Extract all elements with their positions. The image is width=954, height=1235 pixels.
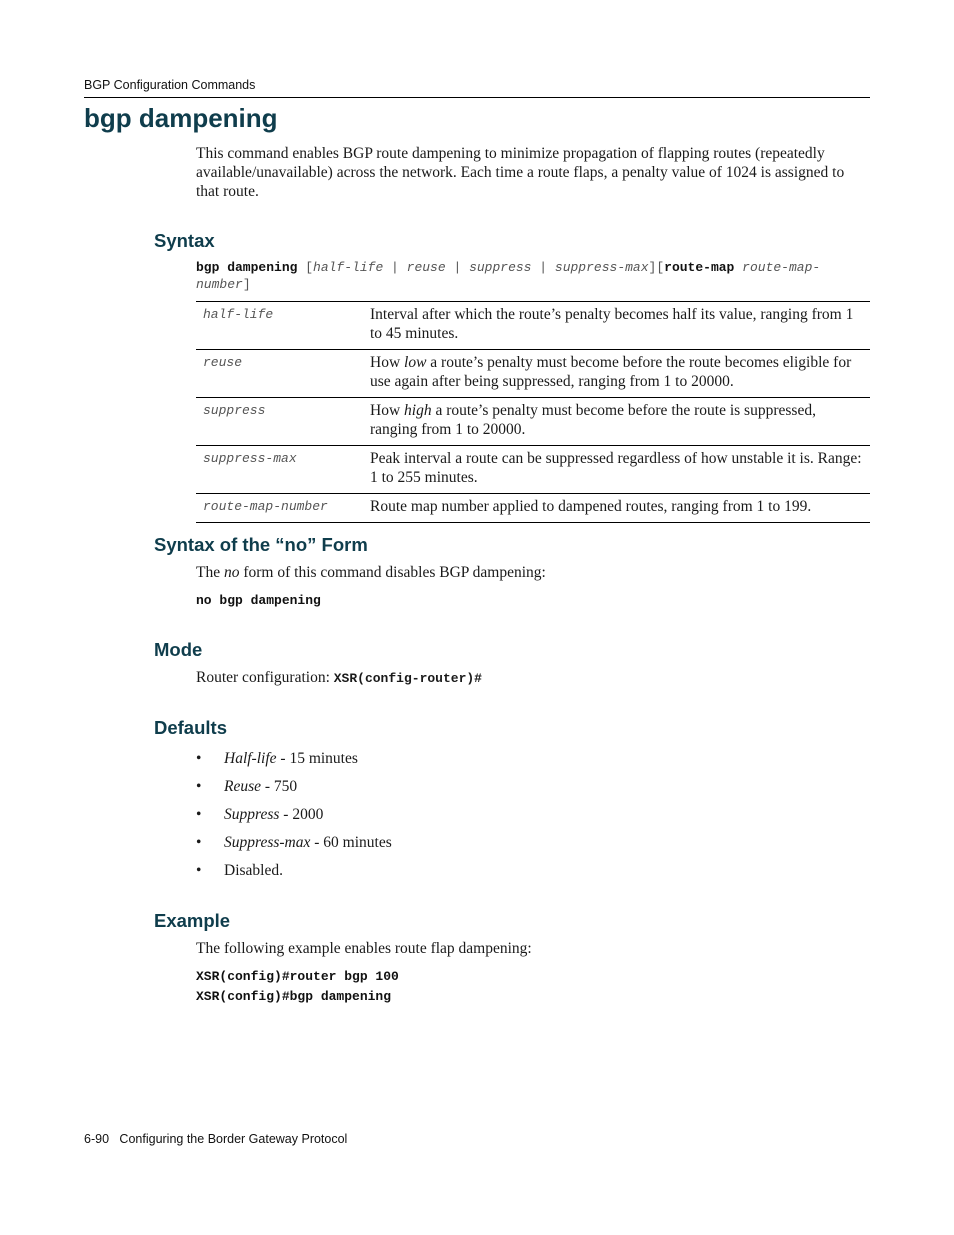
bullet: • — [196, 862, 202, 879]
list-item — [196, 777, 392, 805]
param-name: half-life — [196, 302, 363, 350]
default-value: - 15 minutes — [276, 750, 358, 767]
syntax-param-half-life: half-life — [313, 260, 384, 275]
bullet: • — [196, 806, 202, 823]
no-form-command: no bgp dampening — [196, 593, 321, 608]
desc-text: How — [370, 354, 405, 371]
syntax-param-reuse: reuse — [406, 260, 446, 275]
syntax-param-route-map-number-cont: number — [196, 277, 243, 292]
defaults-list — [196, 749, 392, 889]
syntax-separator: | — [383, 260, 407, 275]
example-code-line: XSR(config)#router bgp 100 — [196, 969, 399, 984]
list-item — [196, 749, 392, 777]
syntax-line — [196, 259, 870, 293]
desc-emphasis: low — [404, 354, 427, 371]
syntax-command: bgp dampening — [196, 260, 298, 275]
example-heading: Example — [154, 910, 231, 931]
param-description: Peak interval a route can be suppressed regardless of how unstable it is. Range: 1 to 255 minutes. — [363, 446, 870, 494]
table-row — [196, 350, 870, 398]
default-param: Suppress — [224, 806, 280, 823]
header-rule — [84, 97, 870, 98]
example-text: The following example enables route flap dampening: — [196, 940, 532, 957]
syntax-param-route-map-number: route-map- — [734, 260, 821, 275]
desc-text: How — [370, 402, 405, 419]
default-value: - 2000 — [279, 806, 324, 823]
bullet: • — [196, 834, 202, 851]
param-name: reuse — [196, 350, 363, 398]
bullet: • — [196, 750, 202, 767]
mode-prompt: XSR(config-router)# — [333, 671, 482, 686]
syntax-param-suppress: suppress — [469, 260, 532, 275]
syntax-param-suppress-max: suppress-max — [554, 260, 649, 275]
no-form-emphasis: no — [223, 564, 240, 581]
list-item — [196, 833, 392, 861]
parameter-table — [196, 301, 870, 523]
syntax-separator: | — [445, 260, 470, 275]
mode-label: Router configuration: — [196, 669, 334, 686]
syntax-close-bracket: ] — [242, 277, 251, 292]
syntax-keyword-route-map: route-map — [664, 260, 735, 275]
table-row — [196, 494, 870, 523]
desc-emphasis: high — [404, 402, 432, 419]
no-form-text-pre: The — [196, 564, 224, 581]
table-row — [196, 446, 870, 494]
param-description: Interval after which the route’s penalty becomes half its value, ranging from 1 to 45 minutes. — [363, 302, 870, 350]
intro-paragraph: This command enables BGP route dampening to minimize propagation of flapping routes (repeatedly available/unavailable) across the network. Each time a route flaps, a penalty value of 1024 is assigned to that route. — [196, 145, 845, 200]
page-title: bgp dampening — [84, 103, 278, 133]
param-description: Route map number applied to dampened routes, ranging from 1 to 199. — [363, 494, 870, 523]
default-param: Half-life — [224, 750, 277, 767]
param-name: suppress — [196, 398, 363, 446]
param-description — [363, 398, 870, 446]
syntax-mid-brackets: ][ — [648, 260, 665, 275]
syntax-open-bracket: [ — [297, 260, 314, 275]
mode-heading: Mode — [154, 639, 203, 660]
table-row — [196, 302, 870, 350]
list-item — [196, 805, 392, 833]
mode-text — [196, 668, 482, 688]
example-code-line: XSR(config)#bgp dampening — [196, 989, 392, 1004]
default-param: Reuse — [224, 778, 262, 795]
list-item — [196, 861, 392, 889]
table-row — [196, 398, 870, 446]
syntax-heading: Syntax — [154, 230, 215, 251]
default-value: Disabled. — [224, 862, 283, 879]
default-value: - 60 minutes — [310, 834, 392, 851]
param-name: suppress-max — [196, 446, 363, 494]
running-head: BGP Configuration Commands — [84, 78, 256, 92]
desc-text: a route’s penalty must become before the route is suppressed, ranging from 1 to 20000. — [370, 402, 816, 438]
example-code — [196, 967, 399, 1007]
param-name: route-map-number — [196, 494, 363, 523]
no-form-text-post: form of this command disables BGP dampening: — [239, 564, 546, 581]
param-description — [363, 350, 870, 398]
syntax-separator: | — [531, 260, 555, 275]
default-param: Suppress-max — [224, 834, 311, 851]
page-footer: 6-90 Configuring the Border Gateway Protocol — [84, 1132, 348, 1146]
defaults-heading: Defaults — [154, 717, 227, 738]
no-form-text — [196, 563, 546, 582]
desc-text: a route’s penalty must become before the route becomes eligible for use again after being suppressed, ranging from 1 to 20000. — [370, 354, 852, 390]
default-value: - 750 — [261, 778, 298, 795]
bullet: • — [196, 778, 202, 795]
no-form-heading: Syntax of the “no” Form — [154, 534, 368, 555]
no-form-code — [196, 592, 321, 609]
